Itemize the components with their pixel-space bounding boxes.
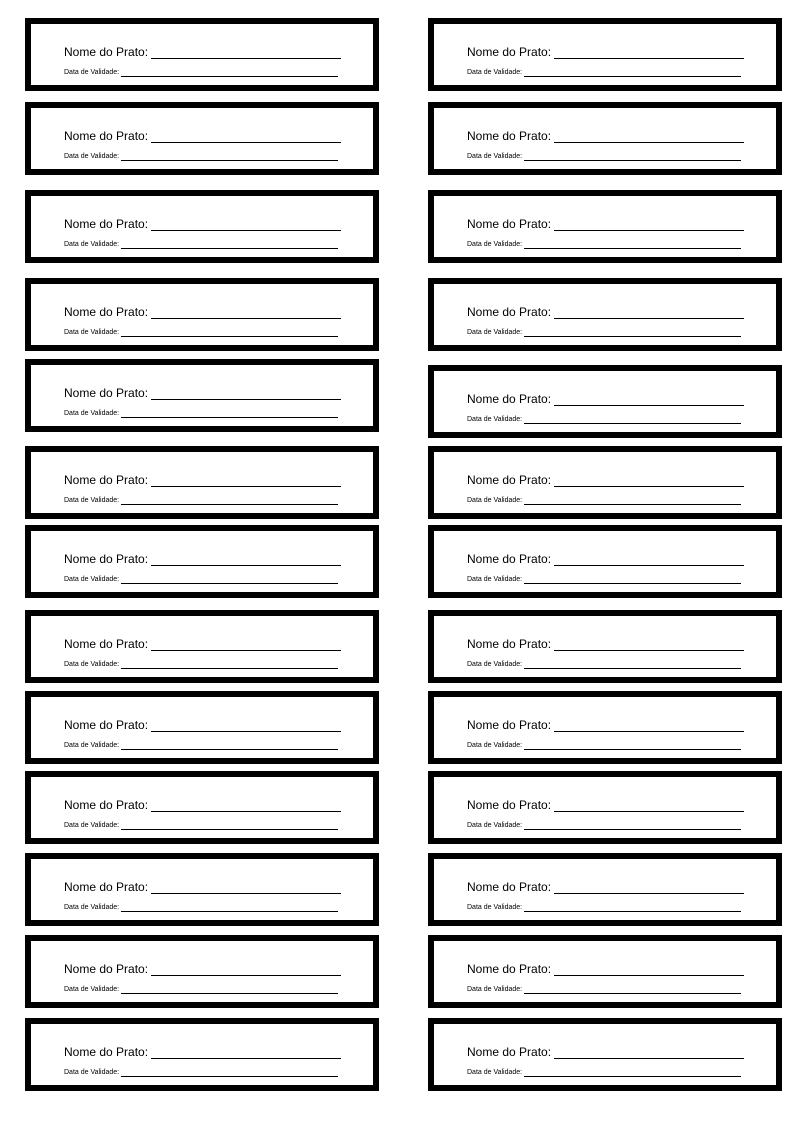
dish-name-blank-line	[554, 46, 744, 59]
expiry-date-label: Data de Validade:	[467, 986, 523, 993]
food-label	[428, 1018, 782, 1091]
food-label	[25, 610, 379, 683]
expiry-date-label: Data de Validade:	[467, 416, 523, 423]
expiry-date-blank-line	[524, 416, 741, 424]
expiry-date-field	[64, 821, 338, 830]
dish-name-blank-line	[151, 1046, 341, 1059]
dish-name-label: Nome do Prato:	[467, 798, 552, 812]
expiry-date-label: Data de Validade:	[64, 69, 120, 76]
food-label	[25, 525, 379, 598]
expiry-date-field	[64, 575, 338, 584]
dish-name-blank-line	[151, 799, 341, 812]
dish-name-blank-line	[151, 130, 341, 143]
expiry-date-label: Data de Validade:	[467, 742, 523, 749]
dish-name-blank-line	[151, 881, 341, 894]
expiry-date-field	[467, 240, 741, 249]
expiry-date-blank-line	[524, 69, 741, 77]
dish-name-field	[467, 552, 744, 566]
food-label	[428, 853, 782, 926]
expiry-date-blank-line	[524, 742, 741, 750]
expiry-date-blank-line	[121, 410, 338, 418]
dish-name-label: Nome do Prato:	[467, 305, 552, 319]
expiry-date-label: Data de Validade:	[467, 497, 523, 504]
dish-name-field	[64, 217, 341, 231]
food-label	[25, 190, 379, 263]
expiry-date-field	[64, 985, 338, 994]
expiry-date-field	[64, 903, 338, 912]
expiry-date-field	[467, 496, 741, 505]
expiry-date-field	[64, 240, 338, 249]
dish-name-blank-line	[151, 46, 341, 59]
food-label	[25, 1018, 379, 1091]
dish-name-label: Nome do Prato:	[467, 473, 552, 487]
dish-name-blank-line	[554, 393, 744, 406]
expiry-date-label: Data de Validade:	[64, 904, 120, 911]
expiry-date-blank-line	[121, 241, 338, 249]
dish-name-field	[467, 718, 744, 732]
dish-name-field	[467, 45, 744, 59]
dish-name-field	[467, 473, 744, 487]
food-label	[25, 278, 379, 351]
food-label	[25, 691, 379, 764]
dish-name-field	[467, 637, 744, 651]
food-label	[428, 446, 782, 519]
dish-name-field	[64, 473, 341, 487]
dish-name-label: Nome do Prato:	[467, 217, 552, 231]
dish-name-blank-line	[554, 553, 744, 566]
dish-name-field	[64, 718, 341, 732]
expiry-date-field	[64, 328, 338, 337]
expiry-date-blank-line	[121, 742, 338, 750]
dish-name-field	[467, 217, 744, 231]
expiry-date-label: Data de Validade:	[467, 904, 523, 911]
dish-name-field	[64, 637, 341, 651]
expiry-date-label: Data de Validade:	[467, 576, 523, 583]
expiry-date-field	[64, 409, 338, 418]
expiry-date-field	[64, 660, 338, 669]
dish-name-field	[64, 552, 341, 566]
dish-name-label: Nome do Prato:	[64, 217, 149, 231]
expiry-date-label: Data de Validade:	[64, 822, 120, 829]
expiry-date-label: Data de Validade:	[64, 742, 120, 749]
expiry-date-field	[467, 903, 741, 912]
dish-name-label: Nome do Prato:	[467, 45, 552, 59]
food-label	[428, 525, 782, 598]
dish-name-label: Nome do Prato:	[64, 718, 149, 732]
dish-name-label: Nome do Prato:	[64, 129, 149, 143]
expiry-date-blank-line	[121, 576, 338, 584]
expiry-date-field	[467, 68, 741, 77]
expiry-date-field	[64, 152, 338, 161]
expiry-date-blank-line	[121, 661, 338, 669]
expiry-date-blank-line	[524, 497, 741, 505]
dish-name-label: Nome do Prato:	[64, 880, 149, 894]
food-label	[428, 190, 782, 263]
dish-name-blank-line	[151, 306, 341, 319]
dish-name-label: Nome do Prato:	[467, 718, 552, 732]
expiry-date-blank-line	[121, 329, 338, 337]
expiry-date-label: Data de Validade:	[64, 241, 120, 248]
food-label	[25, 102, 379, 175]
expiry-date-label: Data de Validade:	[467, 69, 523, 76]
expiry-date-label: Data de Validade:	[64, 329, 120, 336]
expiry-date-field	[467, 985, 741, 994]
expiry-date-blank-line	[524, 241, 741, 249]
dish-name-blank-line	[151, 387, 341, 400]
dish-name-blank-line	[151, 218, 341, 231]
dish-name-field	[64, 305, 341, 319]
dish-name-blank-line	[554, 719, 744, 732]
dish-name-field	[64, 386, 341, 400]
expiry-date-blank-line	[524, 1069, 741, 1077]
expiry-date-label: Data de Validade:	[64, 576, 120, 583]
dish-name-blank-line	[554, 638, 744, 651]
expiry-date-blank-line	[121, 822, 338, 830]
dish-name-label: Nome do Prato:	[64, 637, 149, 651]
dish-name-label: Nome do Prato:	[467, 962, 552, 976]
dish-name-field	[64, 798, 341, 812]
dish-name-field	[64, 129, 341, 143]
expiry-date-field	[467, 1068, 741, 1077]
dish-name-field	[64, 45, 341, 59]
food-label	[25, 18, 379, 91]
food-label	[428, 102, 782, 175]
dish-name-blank-line	[554, 799, 744, 812]
expiry-date-label: Data de Validade:	[467, 241, 523, 248]
dish-name-label: Nome do Prato:	[467, 129, 552, 143]
expiry-date-label: Data de Validade:	[64, 497, 120, 504]
expiry-date-field	[64, 68, 338, 77]
food-label	[428, 771, 782, 844]
dish-name-blank-line	[554, 1046, 744, 1059]
expiry-date-blank-line	[524, 576, 741, 584]
dish-name-blank-line	[554, 474, 744, 487]
dish-name-blank-line	[151, 963, 341, 976]
expiry-date-field	[64, 741, 338, 750]
expiry-date-field	[467, 328, 741, 337]
food-label	[25, 853, 379, 926]
expiry-date-field	[64, 496, 338, 505]
dish-name-field	[64, 1045, 341, 1059]
dish-name-field	[467, 305, 744, 319]
expiry-date-field	[467, 152, 741, 161]
dish-name-label: Nome do Prato:	[467, 552, 552, 566]
expiry-date-blank-line	[524, 822, 741, 830]
dish-name-blank-line	[151, 553, 341, 566]
expiry-date-blank-line	[524, 986, 741, 994]
food-label	[25, 359, 379, 432]
expiry-date-label: Data de Validade:	[467, 329, 523, 336]
expiry-date-blank-line	[121, 497, 338, 505]
food-label	[428, 935, 782, 1008]
dish-name-label: Nome do Prato:	[64, 305, 149, 319]
expiry-date-label: Data de Validade:	[64, 1069, 120, 1076]
food-label	[25, 771, 379, 844]
dish-name-label: Nome do Prato:	[467, 637, 552, 651]
dish-name-label: Nome do Prato:	[64, 386, 149, 400]
dish-name-label: Nome do Prato:	[64, 473, 149, 487]
expiry-date-label: Data de Validade:	[64, 661, 120, 668]
dish-name-field	[467, 798, 744, 812]
expiry-date-blank-line	[121, 986, 338, 994]
expiry-date-field	[64, 1068, 338, 1077]
dish-name-label: Nome do Prato:	[64, 1045, 149, 1059]
dish-name-blank-line	[151, 719, 341, 732]
dish-name-field	[64, 962, 341, 976]
food-label	[428, 278, 782, 351]
food-label	[25, 446, 379, 519]
expiry-date-blank-line	[121, 904, 338, 912]
expiry-date-label: Data de Validade:	[467, 1069, 523, 1076]
expiry-date-label: Data de Validade:	[467, 822, 523, 829]
dish-name-field	[467, 962, 744, 976]
expiry-date-blank-line	[524, 329, 741, 337]
dish-name-field	[467, 129, 744, 143]
expiry-date-field	[467, 660, 741, 669]
dish-name-field	[467, 1045, 744, 1059]
dish-name-blank-line	[554, 881, 744, 894]
expiry-date-field	[467, 415, 741, 424]
dish-name-label: Nome do Prato:	[64, 552, 149, 566]
expiry-date-label: Data de Validade:	[467, 661, 523, 668]
food-label	[428, 691, 782, 764]
dish-name-field	[467, 880, 744, 894]
dish-name-label: Nome do Prato:	[64, 962, 149, 976]
expiry-date-label: Data de Validade:	[64, 410, 120, 417]
food-label	[25, 935, 379, 1008]
dish-name-blank-line	[554, 218, 744, 231]
expiry-date-blank-line	[524, 661, 741, 669]
expiry-date-label: Data de Validade:	[467, 153, 523, 160]
dish-name-blank-line	[554, 130, 744, 143]
food-label	[428, 18, 782, 91]
dish-name-blank-line	[151, 638, 341, 651]
dish-name-field	[64, 880, 341, 894]
expiry-date-blank-line	[121, 153, 338, 161]
expiry-date-label: Data de Validade:	[64, 153, 120, 160]
expiry-date-field	[467, 575, 741, 584]
expiry-date-blank-line	[524, 153, 741, 161]
dish-name-label: Nome do Prato:	[64, 45, 149, 59]
dish-name-field	[467, 392, 744, 406]
expiry-date-label: Data de Validade:	[64, 986, 120, 993]
expiry-date-field	[467, 821, 741, 830]
food-label	[428, 365, 782, 438]
expiry-date-blank-line	[121, 69, 338, 77]
expiry-date-blank-line	[524, 904, 741, 912]
food-label	[428, 610, 782, 683]
dish-name-label: Nome do Prato:	[64, 798, 149, 812]
dish-name-label: Nome do Prato:	[467, 392, 552, 406]
dish-name-label: Nome do Prato:	[467, 880, 552, 894]
dish-name-blank-line	[554, 963, 744, 976]
dish-name-blank-line	[151, 474, 341, 487]
dish-name-blank-line	[554, 306, 744, 319]
expiry-date-blank-line	[121, 1069, 338, 1077]
dish-name-label: Nome do Prato:	[467, 1045, 552, 1059]
expiry-date-field	[467, 741, 741, 750]
